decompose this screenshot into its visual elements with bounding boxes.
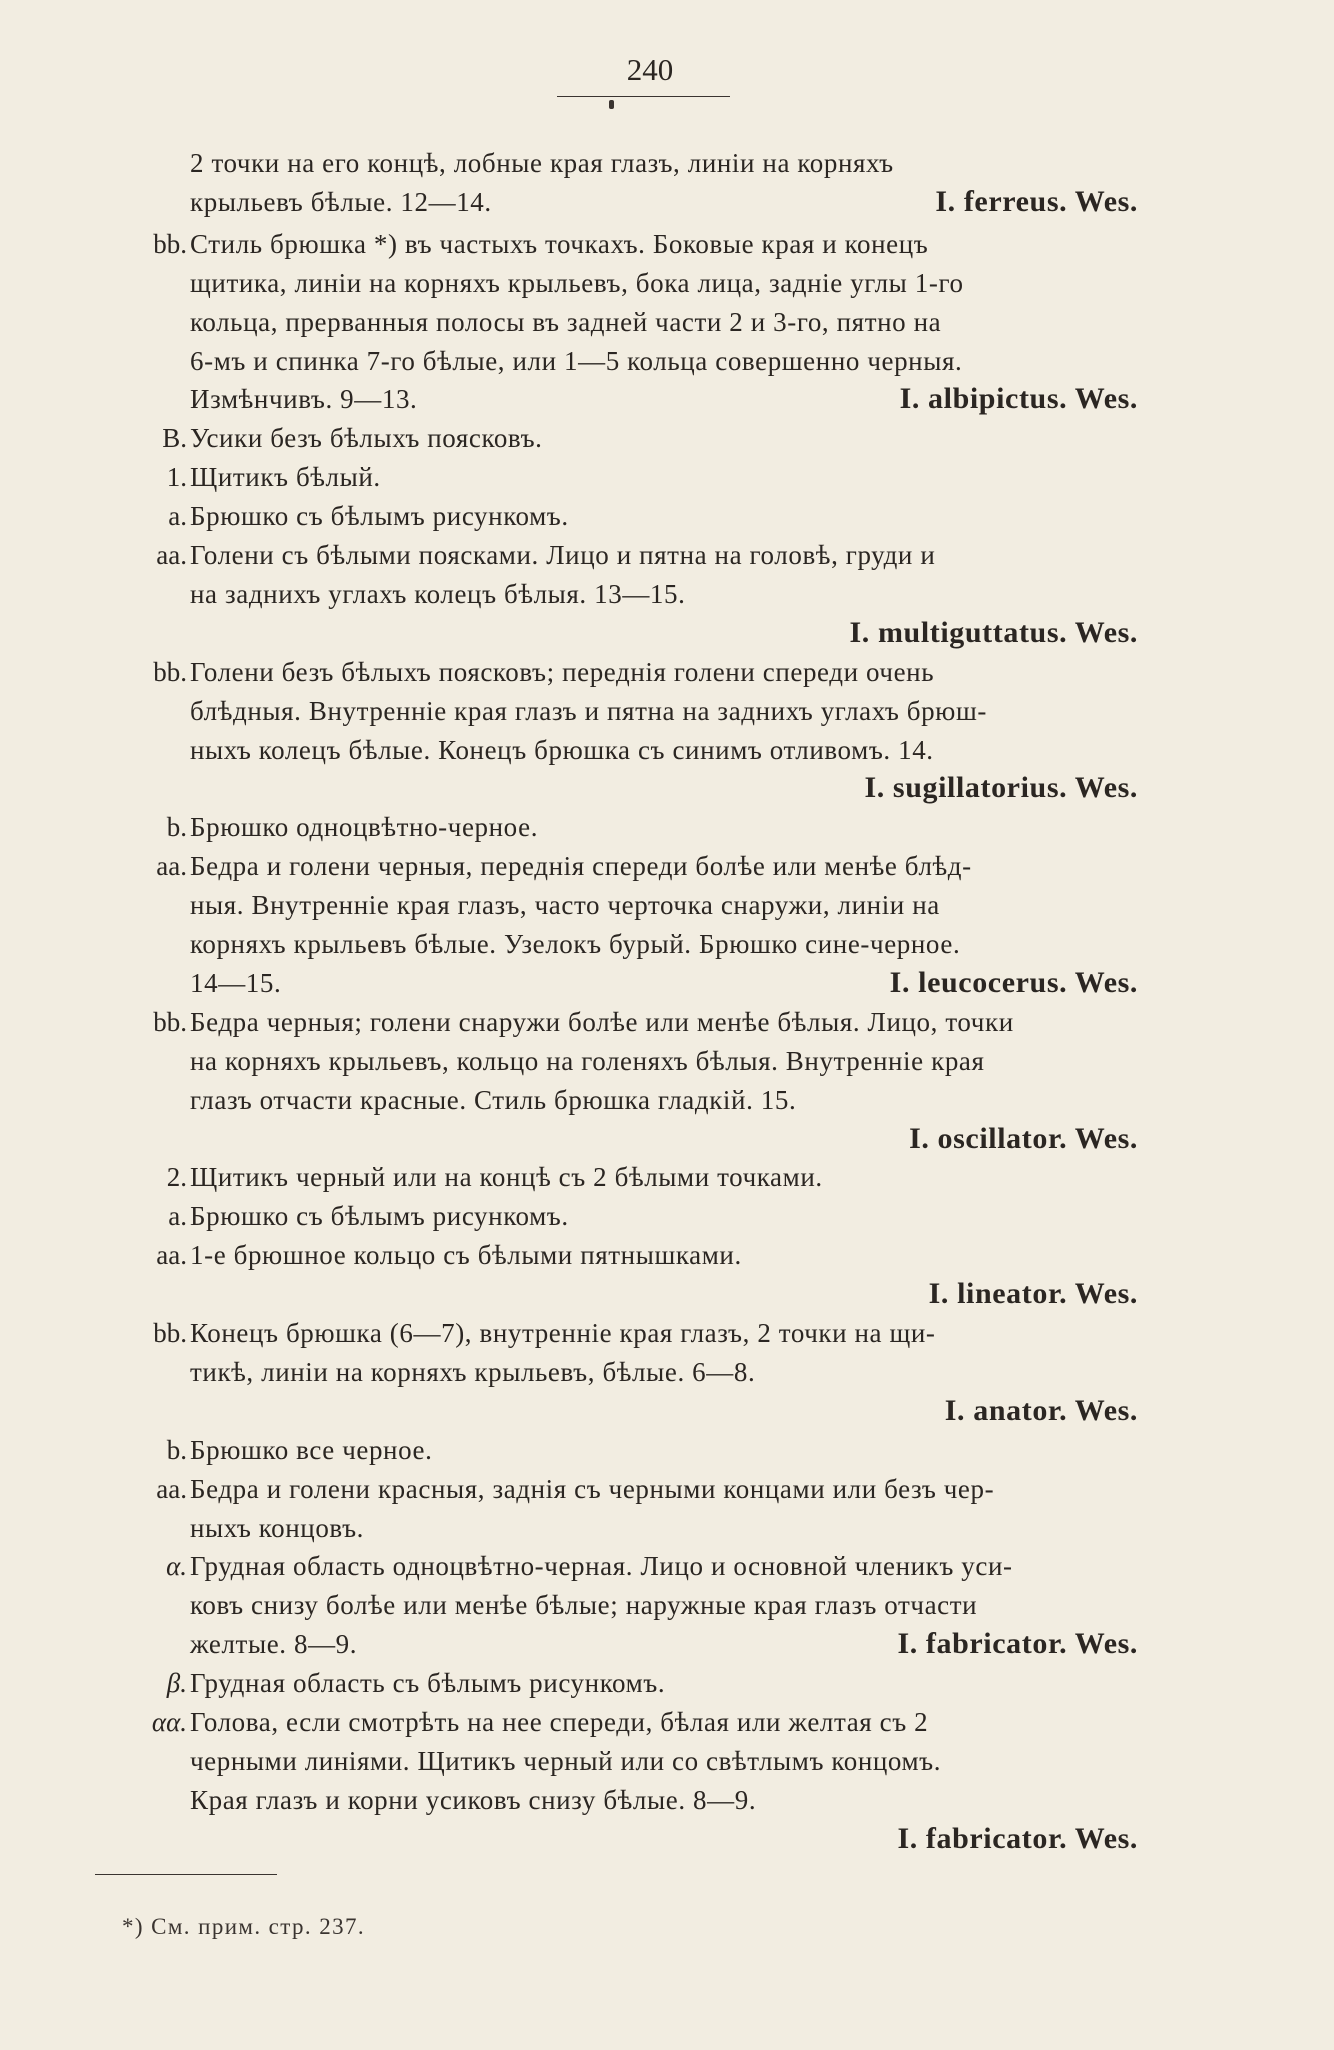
footnote-rule <box>95 1874 277 1875</box>
key-line <box>190 575 1175 613</box>
key-line-text: глазъ отчасти красные. Стиль брюшка гладкiй. 15. <box>190 1084 797 1115</box>
key-label: 2. <box>166 1162 187 1193</box>
key-line-text: Конецъ брюшка (6—7), внутреннiе края глазъ, 2 точки на щи- <box>190 1318 936 1348</box>
key-line <box>190 225 1175 263</box>
key-line-text: Голова, если смотрѣть на нее спереди, бѣлая или желтая съ 2 <box>190 1707 929 1737</box>
page-number: 240 <box>626 52 674 87</box>
key-line-text: Щитикъ черный или на концѣ съ 2 бѣлыми точками. <box>190 1162 823 1193</box>
species-name: I. anator. Wes. <box>944 1393 1138 1427</box>
species-name: I. fabricator. Wes. <box>897 1627 1138 1661</box>
key-line-text: блѣдныя. Внутреннiе края глазъ и пятна на заднихъ углахъ брюш- <box>190 695 987 726</box>
key-label: B. <box>162 423 187 454</box>
key-label: aa. <box>156 1473 187 1504</box>
key-line <box>190 1703 1175 1741</box>
key-line <box>190 964 1175 1002</box>
key-line-text: Края глазъ и корни усиковъ снизу бѣлые. 8—9. <box>190 1784 757 1815</box>
key-line <box>190 1081 1175 1119</box>
key-line-text: черными линiями. Щитикъ черный или со свѣтлымъ концомъ. <box>190 1745 942 1776</box>
key-line-text: Измѣнчивъ. 9—13. <box>190 384 418 415</box>
key-line-text: 1-е брюшное кольцо съ бѣлыми пятнышками. <box>190 1240 742 1271</box>
key-label: bb. <box>153 1006 187 1037</box>
key-line-text: Грудная область одноцвѣтно-черная. Лицо и основной членикъ уси- <box>190 1551 1013 1582</box>
key-line <box>190 925 1175 963</box>
key-line-text: Брюшко одноцвѣтно-черное. <box>190 812 539 843</box>
key-line-text: щитика, линіи на корняхъ крыльевъ, бока лица, заднiе углы 1-го <box>190 267 964 298</box>
key-line-text: Бедра и голени черныя, переднія спереди болѣе или менѣе блѣд- <box>190 851 972 882</box>
key-label: b. <box>166 812 187 843</box>
key-line <box>190 144 1175 182</box>
key-line <box>190 303 1175 341</box>
key-line-text: Бедра и голени красныя, заднiя съ черными концами или безъ чер- <box>190 1473 995 1504</box>
key-line <box>190 1431 1175 1469</box>
key-line <box>190 1509 1175 1547</box>
key-line <box>190 731 1175 769</box>
key-line <box>190 1470 1175 1508</box>
key-line <box>190 497 1175 535</box>
key-line <box>190 1547 1175 1585</box>
key-line-text: Бедра черныя; голени снаружи болѣе или менѣе бѣлыя. Лицо, точки <box>190 1006 1014 1037</box>
key-line-text: Усики безъ бѣлыхъ поясковъ. <box>190 423 543 454</box>
key-line-text: ныя. Внутреннiе края глазъ, часто черточка снаружи, линіи на <box>190 890 940 921</box>
key-line <box>190 342 1175 380</box>
key-line <box>190 1236 1175 1274</box>
key-line-text: корняхъ крыльевъ бѣлые. Узелокъ бурый. Брюшко сине-черное. <box>190 929 961 959</box>
key-label: α. <box>166 1551 187 1582</box>
key-line-text: крыльевъ бѣлые. 12—14. <box>190 186 492 217</box>
species-name: I. sugillatorius. Wes. <box>864 771 1138 805</box>
key-line-text: Брюшко съ бѣлымъ рисункомъ. <box>190 1201 569 1232</box>
key-line <box>190 1353 1175 1391</box>
key-label: bb. <box>153 656 187 687</box>
header-mark <box>609 100 614 109</box>
key-line-text: ныхъ колецъ бѣлые. Конецъ брюшка съ синимъ отливомъ. 14. <box>190 734 934 765</box>
key-line <box>190 1664 1175 1702</box>
header-rule <box>557 96 730 97</box>
key-line-text: на корняхъ крыльевъ, кольцо на голеняхъ бѣлыя. Внутреннiе края <box>190 1045 985 1076</box>
key-line-text: Голени съ бѣлыми поясками. Лицо и пятна на головѣ, груди и <box>190 540 936 570</box>
key-line <box>190 1314 1175 1352</box>
key-line-text: тикѣ, линіи на корняхъ крыльевъ, бѣлые. 6—8. <box>190 1356 756 1387</box>
key-label: b. <box>166 1434 187 1465</box>
species-name: I. multiguttatus. Wes. <box>849 615 1138 649</box>
key-line-text: Щитикъ бѣлый. <box>190 462 381 493</box>
species-name: I. fabricator. Wes. <box>897 1821 1138 1855</box>
key-line <box>190 692 1175 730</box>
species-name: I. leucocerus. Wes. <box>889 965 1138 999</box>
key-line <box>190 419 1175 457</box>
key-line-text: 14—15. <box>190 967 282 998</box>
key-line <box>190 183 1175 221</box>
key-line <box>190 1197 1175 1235</box>
key-line <box>190 1042 1175 1080</box>
species-name: I. ferreus. Wes. <box>935 184 1138 218</box>
species-name: I. lineator. Wes. <box>928 1277 1138 1311</box>
key-label: β. <box>166 1668 187 1699</box>
key-label: 1. <box>166 462 187 493</box>
key-line-text: кольца, прерванныя полосы въ задней части 2 и 3-го, пятно на <box>190 306 942 337</box>
key-label: αα. <box>151 1707 187 1737</box>
key-line <box>190 458 1175 496</box>
key-line <box>190 536 1175 574</box>
key-label: a. <box>168 501 187 532</box>
key-line-text: Брюшко все черное. <box>190 1434 433 1465</box>
key-line <box>190 1586 1175 1624</box>
key-line-text: 6-мъ и спинка 7-го бѣлые, или 1—5 кольца совершенно черныя. <box>190 345 963 376</box>
key-line-text: желтые. 8—9. <box>190 1629 358 1660</box>
key-line <box>190 1625 1175 1663</box>
key-line <box>190 808 1175 846</box>
species-name: I. albipictus. Wes. <box>899 382 1138 416</box>
key-label: aa. <box>156 851 187 882</box>
key-label: a. <box>168 1201 187 1232</box>
key-line-text: Брюшко съ бѣлымъ рисункомъ. <box>190 501 569 532</box>
key-line-text: Стиль брюшка *) въ частыхъ точкахъ. Боковые края и конецъ <box>190 228 929 259</box>
key-line-text: Голени безъ бѣлыхъ поясковъ; переднія голени спереди очень <box>190 656 935 687</box>
key-line <box>190 847 1175 885</box>
key-label: aa. <box>156 1240 187 1271</box>
key-label: aa. <box>156 540 187 570</box>
key-line-text: ковъ снизу болѣе или менѣе бѣлые; наружные края глазъ отчасти <box>190 1590 978 1621</box>
key-line <box>190 1158 1175 1196</box>
key-line-text: на заднихъ углахъ колецъ бѣлыя. 13—15. <box>190 578 686 609</box>
key-line <box>190 886 1175 924</box>
key-line-text: Грудная область съ бѣлымъ рисункомъ. <box>190 1668 666 1699</box>
key-line <box>190 264 1175 302</box>
key-line <box>190 1742 1175 1780</box>
key-line <box>190 1003 1175 1041</box>
key-line <box>190 1781 1175 1819</box>
key-line-text: 2 точки на его концѣ, лобные края глазъ, линіи на корняхъ <box>190 148 894 178</box>
key-label: bb. <box>153 1318 187 1348</box>
key-line <box>190 653 1175 691</box>
key-label: bb. <box>153 228 187 259</box>
footnote: *) См. прим. стр. 237. <box>122 1914 366 1939</box>
species-name: I. oscillator. Wes. <box>909 1121 1138 1155</box>
key-line <box>190 380 1175 418</box>
key-line-text: ныхъ концовъ. <box>190 1512 365 1543</box>
